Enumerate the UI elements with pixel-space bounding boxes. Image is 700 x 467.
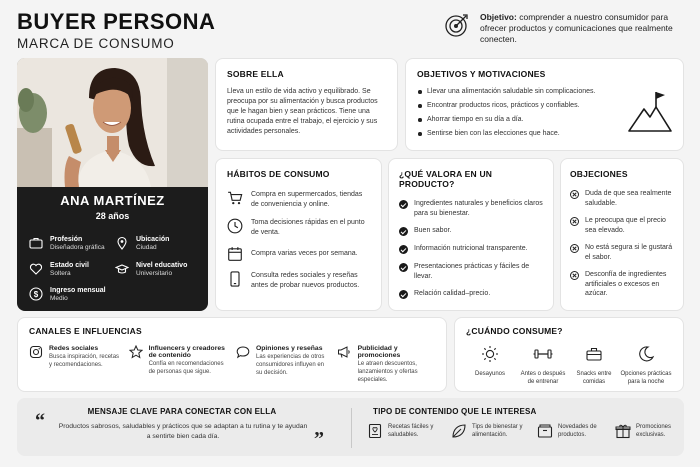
objection-item: No está segura si le gustará el sabor. [570,243,674,262]
check-circle-icon [399,245,408,254]
goals-title: OBJETIVOS Y MOTIVACIONES [417,69,546,79]
message-text: Productos sabrosos, saludables y prácticos que se adaptan a tu rutina y te ayudan a sentirte bien cada día. [58,423,308,440]
briefcase-icon [29,236,43,250]
close-quote: ” [314,428,324,450]
page-title: BUYER PERSONA [17,9,216,34]
moon-icon [637,345,655,363]
profile-field-location: Ubicación Ciudad [115,236,169,251]
megaphone-icon [336,345,352,359]
heart-icon [29,262,43,276]
list-item: Ahorrar tiempo en su día a día. [417,115,617,124]
calendar-icon [227,246,243,262]
goals-list [417,87,617,138]
list-item: Encontrar productos ricos, prácticos y confiables. [417,101,617,110]
when-title: ¿CUÁNDO CONSUME? [466,326,563,336]
profile-field-civil-status: Estado civil Soltera [29,262,89,277]
habit-item: Toma decisiones rápidas en el punto de venta. [227,218,370,237]
objective-label: Objetivo: [480,12,517,22]
target-icon [444,12,470,38]
objection-item: Duda de que sea realmente saludable. [570,189,674,208]
content-item: Promociones exclusivas. [615,423,689,439]
shopping-cart-icon [227,190,243,206]
dumbbell-icon [533,345,553,363]
value-item: Presentaciones prácticas y fáciles de llevar. [399,262,543,281]
channel-item: Publicidad y promociones Le atraen descuentos, lanzamientos y ofertas especiales. [336,345,435,384]
habits-title: HÁBITOS DE CONSUMO [227,169,330,179]
message-section [17,398,347,456]
objections-card [560,158,684,311]
leaf-icon [451,423,467,439]
content-item: Recetas fáciles y saludables. [367,423,447,439]
when-item: Desayunos [466,345,514,386]
list-item: Sentirse bien con las elecciones que hace. [417,129,617,138]
open-quote: “ [35,410,45,432]
x-circle-icon [570,190,579,199]
x-circle-icon [570,244,579,253]
habit-item: Consulta redes sociales y reseñas antes de probar nuevos productos. [227,271,370,290]
star-icon [129,345,143,359]
profile-field-income: $ Ingreso mensual Medio [29,287,106,302]
chat-bubble-icon [236,345,250,359]
page-subtitle: MARCA DE CONSUMO [17,36,175,51]
content-item: Novedades de productos. [537,423,611,439]
value-item: Información nutricional transparente. [399,244,543,254]
svg-text:$: $ [33,290,39,299]
box-icon [537,423,553,439]
list-item: Llevar una alimentación saludable sin complicaciones. [417,87,617,96]
value-item: Relación calidad–precio. [399,289,543,299]
about-card [215,58,398,151]
objective [444,12,689,45]
gift-icon [615,423,631,439]
header [17,9,687,57]
check-circle-icon [399,263,408,272]
habits-card [215,158,382,311]
profile-name: ANA MARTÍNEZ [60,193,165,208]
content-section [359,398,679,456]
when-item: Snacks entre comidas [572,345,616,386]
recipe-book-icon [367,423,383,439]
values-title: ¿QUÉ VALORA EN UN PRODUCTO? [399,169,493,189]
when-item: Antes o después de entrenar [518,345,568,386]
profile-field-education: Nivel educativo Universitario [115,262,187,277]
channel-item: Opiniones y reseñas Las experiencias de otros consumidores influyen en su decisión. [236,345,330,384]
check-circle-icon [399,200,408,209]
profile-photo [17,58,208,187]
channels-title: CANALES E INFLUENCIAS [29,326,142,336]
values-card [388,158,554,311]
when-card [454,317,684,392]
goals-card [405,58,684,151]
dollar-icon [29,287,43,301]
location-pin-icon [115,236,129,250]
x-circle-icon [570,217,579,226]
message-title: MENSAJE CLAVE PARA CONECTAR CON ELLA [87,407,277,416]
objection-item: Desconfía de ingredientes artificiales o excesos en azúcar. [570,270,674,299]
habit-item: Compra varias veces por semana. [227,246,370,262]
check-circle-icon [399,227,408,236]
value-item: Ingredientes naturales y beneficios claros para su bienestar. [399,199,543,218]
clock-icon [227,218,243,234]
profile-card [17,58,208,311]
channels-card [17,317,447,392]
objective-text: comprender a nuestro consumidor para ofrecer productos y comunicaciones que realmente conecten. [480,12,673,44]
habit-item: Compra en supermercados, tiendas de conveniencia y online. [227,190,370,209]
mountain-flag-icon [627,89,673,133]
person-illustration [17,58,208,187]
content-title: TIPO DE CONTENIDO QUE LE INTERESA [373,407,537,416]
sun-icon [481,345,499,363]
channel-item: Influencers y creadores de contenido Confía en recomendaciones de personas que sigue. [129,345,230,384]
graduation-cap-icon [115,262,129,276]
profile-age: 28 años [95,211,130,221]
when-item: Opciones prácticas para la noche [620,345,672,386]
bottom-bar [17,398,684,456]
value-item: Buen sabor. [399,226,543,236]
profile-field-profession: Profesión Diseñadora gráfica [29,236,105,251]
instagram-icon [29,345,43,359]
channel-item: Redes sociales Busca inspiración, recetas y recomendaciones. [29,345,123,384]
objections-title: OBJECIONES [570,169,628,179]
lunchbox-icon [585,345,603,363]
about-title: SOBRE ELLA [227,69,284,79]
smartphone-icon [227,271,243,287]
objection-item: Le preocupa que el precio sea elevado. [570,216,674,235]
divider [351,408,352,448]
check-circle-icon [399,290,408,299]
content-item: Tips de bienestar y alimentación. [451,423,533,439]
x-circle-icon [570,271,579,280]
about-text: Lleva un estilo de vida activo y equilibrado. Se preocupa por su alimentación y busca productos que le hagan bien y sean prácticos. Tiene una rutina ocupada entre el trabajo, el ejercicio y sus actividades personales. [227,88,378,135]
